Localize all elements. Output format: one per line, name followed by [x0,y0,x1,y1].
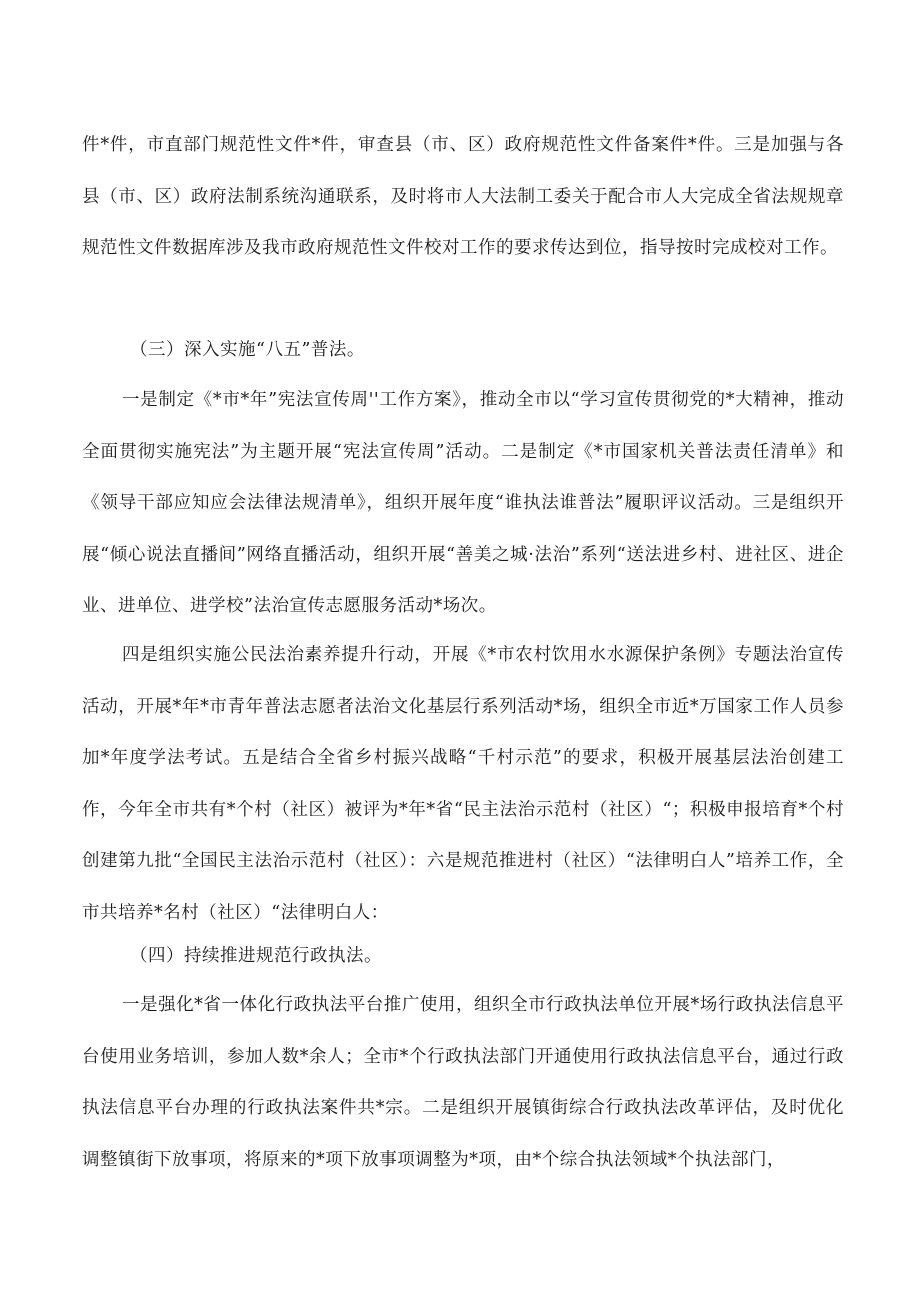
paragraph-legal-education-2: 四是组织实施公民法治素养提升行动，开展《*市农村饮用水水源保护条例》专题法治宣传活动，开展*年*市青年普法志愿者法治文化基层行系列活动*场，组织全市近*万国家工作人员参加*年度学法考试。五是结合全省乡村振兴战略“千村示范”的要求，积极开展基层法治创建工作，今年全市共有*个村（社区）被评为*年*省“民主法治示范村（社区）“；积极申报培育*个村创建第九批“全国民主法治示范村（社区）：六是规范推进村（社区）“法律明白人”培养工作，全市共培养*名村（社区）“法律明白人： [82,645,844,923]
paragraph-legal-education-1: 一是制定《*市*年”宪法宣传周''工作方案》，推动全市以“学习宣传贯彻党的*大精神，推动全面贯彻实施宪法”为主题开展“宪法宣传周”活动。二是制定《*市国家机关普法责任清单》和《领导干部应知应会法律法规清单》，组织开展年度“谁执法谁普法”履职评议活动。三是组织开展“倾心说法直播间”网络直播活动，组织开展“善美之城·法治”系列“送法进乡村、进社区、进企业、进单位、进学校”法治宣传志愿服务活动*场次。 [82,390,844,616]
section-heading-4: （四）持续推进规范行政执法。 [130,946,382,966]
paragraph-administrative-enforcement: 一是强化*省一体化行政执法平台推广使用，组织全市行政执法单位开展*场行政执法信息平台使用业务培训，参加人数*余人；全市*个行政执法部门开通使用行政执法信息平台，通过行政执法信息平台办理的行政执法案件共*宗。二是组织开展镇街综合行政执法改革评估，及时优化调整镇街下放事项，将原来的*项下放事项调整为*项，由*个综合执法领域*个执法部门， [82,995,844,1170]
paragraph-regulatory-documents: 件*件，市直部门规范性文件*件，审查县（市、区）政府规范性文件备案件*件。三是加强与各县（市、区）政府法制系统沟通联系，及时将市人大法制工委关于配合市人大完成全省法规规章规范性文件数据库涉及我市政府规范性文件校对工作的要求传达到位，指导按时完成校对工作。 [82,135,844,258]
section-heading-3: （三）深入实施“八五”普法。 [130,340,365,360]
